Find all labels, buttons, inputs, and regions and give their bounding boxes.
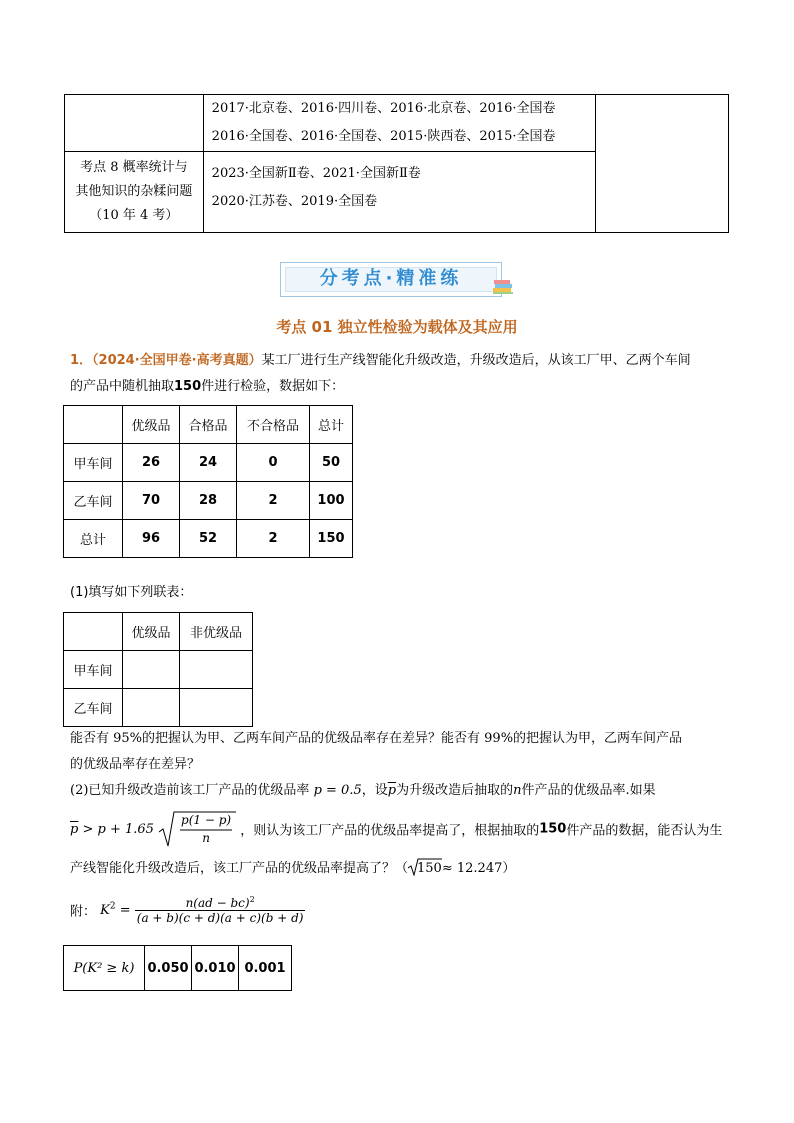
table-row	[64, 651, 253, 689]
question-text: 件产品的数据，能否认为生	[566, 823, 723, 839]
math-expression: ≈ 12.247	[441, 861, 503, 876]
table-header-cell: 优级品	[123, 613, 180, 651]
question-text: ，则认为该工厂产品的优级品率提高了，根据抽取的	[240, 823, 540, 839]
table-header-cell: 不合格品	[237, 406, 310, 444]
table-header-row	[64, 613, 253, 651]
table-cell	[123, 689, 180, 727]
question-text: ）	[502, 861, 516, 876]
formula-fraction	[135, 895, 306, 925]
fraction-numerator: n(ad − bc)$^2$	[135, 895, 306, 911]
question-line: 能否有 95%的把握认为甲、乙两车间产品的优级品率存在差异？能否有 99%的把握认为甲，乙两车间产品	[70, 731, 683, 746]
part-1-label: (1)填写如下列联表：	[70, 585, 193, 600]
table-header-row	[64, 406, 353, 444]
formula-lhs: $K^2$ =	[100, 901, 131, 919]
table-cell: 28	[180, 482, 237, 520]
question-text: 某工厂进行生产线智能化升级改造，升级改造后，从该工厂甲、乙两个车间	[261, 353, 691, 368]
table-cell	[180, 651, 253, 689]
question-line	[70, 856, 515, 882]
contingency-table	[63, 612, 253, 727]
topic-label: 其他知识的杂糅问题	[75, 184, 193, 199]
exam-summary-table	[64, 94, 729, 233]
table-cell: 0.050	[145, 946, 192, 991]
formula-label: 附：	[70, 904, 97, 920]
question-line	[70, 374, 344, 400]
question-text: (2)已知升级改造前该工厂产品的优级品率	[70, 783, 310, 798]
table-header-cell	[64, 406, 123, 444]
table-header-cell: 总计	[310, 406, 353, 444]
table-cell: 0.010	[192, 946, 239, 991]
critical-value-table	[63, 945, 292, 991]
source-line: 2016·全国卷、2016·全国卷、2015·陕西卷、2015·全国卷	[211, 129, 556, 144]
table-cell: 24	[180, 444, 237, 482]
table-cell: 70	[123, 482, 180, 520]
table-row	[64, 444, 353, 482]
table-cell: 26	[123, 444, 180, 482]
table-cell: 150	[310, 520, 353, 558]
question-source: （2024·全国甲卷·高考真题）	[92, 353, 262, 368]
table-row	[64, 520, 353, 558]
math-expression: $\overline{p} > p + 1.65$	[70, 821, 154, 837]
topic-label: （10 年 4 考）	[89, 208, 179, 223]
table-cell: 乙车间	[64, 689, 123, 727]
question-text: 件进行检验，数据如下：	[201, 379, 345, 394]
table-cell: 0	[237, 444, 310, 482]
question-number: 1．	[70, 353, 93, 368]
question-line	[70, 778, 656, 804]
table-row	[64, 689, 253, 727]
question-text: 为升级改造后抽取的	[396, 783, 514, 798]
question-text: 的产品中随机抽取	[70, 379, 175, 394]
question-line	[70, 348, 691, 374]
table-cell: 总计	[64, 520, 123, 558]
table-row	[64, 482, 353, 520]
data-table	[63, 405, 353, 558]
source-line: 2017·北京卷、2016·四川卷、2016·北京卷、2016·全国卷	[211, 101, 556, 116]
table-cell: 2	[237, 482, 310, 520]
question-text: ，设	[361, 783, 388, 798]
table-cell	[203, 152, 595, 233]
section-banner	[280, 262, 502, 297]
fraction-numerator: p(1 − p)	[181, 813, 232, 827]
fraction-denominator: n	[202, 831, 210, 845]
table-cell	[595, 95, 728, 233]
table-cell: 100	[310, 482, 353, 520]
question-number-value: 150	[174, 379, 202, 394]
formula-variable: K	[100, 903, 110, 919]
table-header-cell: 非优级品	[180, 613, 253, 651]
sqrt-fraction	[158, 810, 236, 848]
table-row	[64, 946, 292, 991]
table-header-cell	[64, 613, 123, 651]
table-cell	[180, 689, 253, 727]
table-header-cell: 合格品	[180, 406, 237, 444]
table-cell: 甲车间	[64, 444, 123, 482]
table-header-cell: 优级品	[123, 406, 180, 444]
numerator-text: n(ad − bc)	[185, 896, 250, 910]
math-variable: $\overline{p}$	[387, 783, 397, 798]
table-cell: 甲车间	[64, 651, 123, 689]
table-cell: 50	[310, 444, 353, 482]
table-cell: 2	[237, 520, 310, 558]
books-icon	[492, 276, 514, 296]
topic-label: 考点 8 概率统计与	[80, 160, 188, 175]
table-header-cell: P(K² ≥ k)	[64, 946, 145, 991]
question-text: 件产品的优级品率.如果	[521, 783, 656, 798]
sqrt-sign-icon	[408, 858, 442, 876]
question-line	[70, 810, 722, 850]
math-expression: p = 0.5	[313, 783, 362, 798]
section-heading: 考点 01 独立性检验为载体及其应用	[276, 318, 518, 336]
table-cell	[203, 95, 595, 152]
fraction-denominator: (a + b)(c + d)(a + c)(b + d)	[136, 911, 304, 925]
source-line: 2023·全国新Ⅱ卷、2021·全国新Ⅱ卷	[211, 166, 421, 181]
question-line: 的优级品率存在差异？	[70, 757, 201, 772]
source-line: 2020·江苏卷、2019·全国卷	[211, 194, 378, 209]
question-number-value: 150	[539, 821, 567, 837]
sqrt-expression	[408, 856, 442, 882]
banner-title: 分考点·精准练	[319, 268, 463, 289]
table-row	[65, 95, 729, 152]
table-cell: 0.001	[239, 946, 292, 991]
table-cell: 96	[123, 520, 180, 558]
math-variable: n	[513, 783, 522, 798]
formula	[70, 895, 305, 937]
table-cell: 52	[180, 520, 237, 558]
sqrt-value: 150	[417, 861, 442, 876]
table-cell: 乙车间	[64, 482, 123, 520]
question-text: 产线智能化升级改造后，该工厂产品的优级品率提高了？（	[70, 861, 409, 876]
topic-label-cell	[65, 152, 204, 233]
table-cell	[123, 651, 180, 689]
table-cell	[65, 95, 204, 152]
